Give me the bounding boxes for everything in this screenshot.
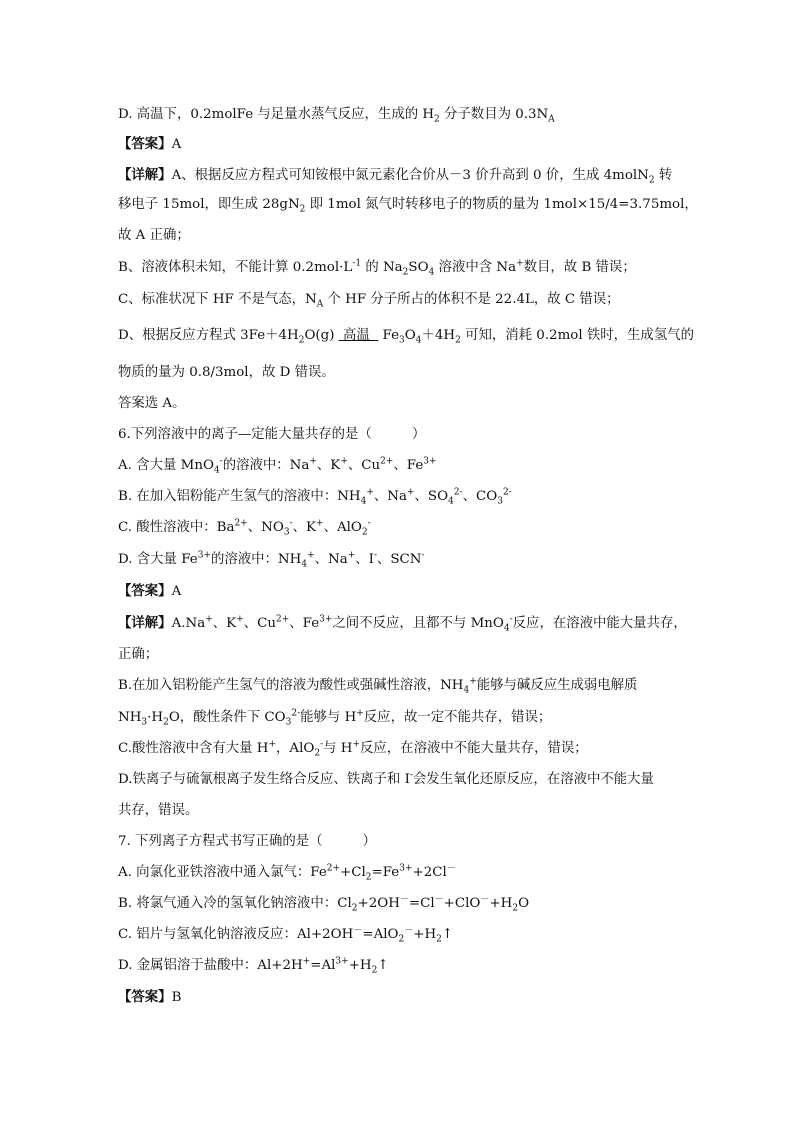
option-d-q7: D. 金属铝溶于盐酸中：$Al+2H^+=Al^{3+}+H_2↑$ [118, 956, 389, 976]
question-7: 7. 下列离子方程式书写正确的是（ ） [118, 834, 377, 849]
option-d-q6: D. 含大量 $Fe^{3+}$的溶液中：$NH_4^+$、Na+、I-、SCN- [118, 550, 425, 570]
answer-q5: 【答案】A [118, 136, 182, 152]
explanation-q6-b-2: $NH_3\cdot H_2O$，酸性条件下 $CO_3^{2-}$能够与 H+反应，故一定不能共存，错误； [118, 708, 552, 728]
option-c-q6: C. 酸性溶液中：$Ba^{2+}$、$NO_3^-$、K+、AlO$_2$- [118, 518, 371, 538]
explanation-q5-a-3: 故 A 正确； [118, 228, 190, 243]
explanation-q5-a-1: 【详解】A、根据反应方程式可知铵根中氮元素化合价从－3 价升高到 0 价，生成 4molN$_2$ 转 [118, 167, 673, 186]
answer-choice-q5: 答案选 A。 [118, 396, 186, 411]
explanation-q5-a-2: 移电子 15mol，即生成 $28gN_2$ 即 1mol 氮气时转移电子的物质的量为 1mol×15/4=3.75mol， [118, 197, 698, 215]
option-a-q7: A. 向氯化亚铁溶液中通入氯气：$Fe^{2+}+Cl_2=Fe^{3+}+2Cl^-$ [118, 863, 456, 883]
explanation-q6-a-2: 正确； [118, 647, 159, 662]
explanation-q5-d-1: D、根据反应方程式 $3Fe+4H_2O(g)$ 高温 $Fe_3O_4+4H_2$ 可知，消耗 0.2mol 铁时，生成氢气的 [118, 328, 694, 346]
explanation-q6-a-1: 【详解】A.Na+、K+、$Cu^{2+}$、$Fe^{3+}$之间不反应，且都不与 MnO$_4$-反应，在溶液中能大量共存， [118, 614, 687, 634]
question-6: 6.下列溶液中的离子—定能大量共存的是（ ） [118, 427, 426, 442]
explanation-q5-d-2: 物质的量为 0.8/3mol，故 D 错误。 [118, 365, 335, 380]
explanation-q6-d-2: 共存，错误。 [118, 803, 199, 818]
explanation-q6-b-1: B.在加入铝粉能产生氢气的溶液为酸性或强碱性溶液，$NH_4^+$能够与碱反应生成弱电解质 [118, 676, 638, 696]
option-d-q5: D. 高温下，0.2molFe 与足量水蒸气反应，生成的 $H_2$ 分子数目为 $0.3N_A$ [118, 107, 555, 125]
explanation-q6-c: C.酸性溶液中含有大量 H+，AlO$_2$-与 H+反应，在溶液中不能大量共存，错误； [118, 739, 588, 759]
option-b-q7: B. 将氯气通入冷的氢氧化钠溶液中：$Cl_2+2OH^-=Cl^-+ClO^-+H_2O$ [118, 894, 530, 914]
answer-q7: 【答案】B [118, 989, 182, 1005]
explanation-q5-b: B、溶液体积未知，不能计算 $0.2mol\cdot L^{-1}$ 的 $Na_2SO_4$ 溶液中含 Na+数目，故 B 错误； [118, 258, 636, 278]
answer-q6: 【答案】A [118, 583, 182, 599]
option-c-q7: C. 铝片与氢氧化钠溶液反应：$Al+2OH^-=AlO_2^-+H_2↑$ [118, 925, 454, 945]
explanation-q5-c: C、标准状况下 HF 不是气态，$N_A$ 个 HF 分子所占的体积不是 22.4L，故 C 错误； [118, 292, 620, 310]
option-a-q6: A. 含大量 MnO$_4$-的溶液中：Na+、K+、$Cu^{2+}$、$Fe^{3+}$ [118, 456, 437, 476]
explanation-q6-d-1: D.铁离子与硫氰根离子发生络合反应、铁离子和 I-会发生氧化还原反应，在溶液中不能大量 [118, 770, 654, 787]
option-b-q6: B. 在加入铝粉能产生氢气的溶液中：$NH_4^+$、Na+、$SO_4^{2-}$、$CO_3^{2-}$ [118, 487, 512, 507]
